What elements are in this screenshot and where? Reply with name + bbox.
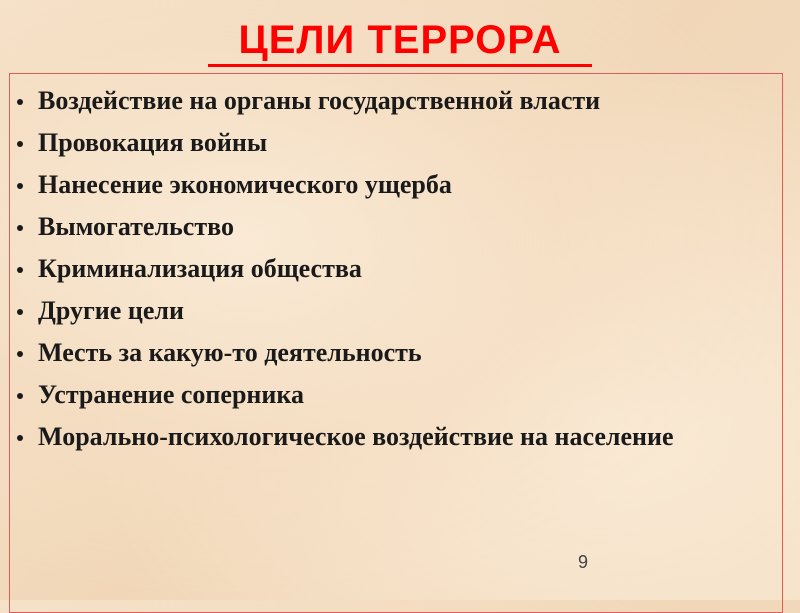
list-item [14,294,754,328]
bullet-icon [17,99,23,105]
bullet-icon [17,225,23,231]
bullet-icon [17,309,23,315]
list-item [14,84,754,118]
title-underline [208,64,592,67]
list-item [14,336,754,370]
page-number: 9 [578,552,589,572]
list-item [14,210,754,244]
list-item-text: Криминализация общества [38,254,362,283]
list-item [14,168,754,202]
bullet-icon [17,435,23,441]
list-item-text: Нанесение экономического ущерба [38,170,452,199]
list-item [14,126,754,160]
slide-title: ЦЕЛИ ТЕРРОРА [238,18,562,62]
list-item-text: Вымогательство [38,212,234,241]
list-item-text: Месть за какую-то деятельность [38,338,422,367]
bullet-icon [17,141,23,147]
list-item [14,252,754,286]
goals-list [14,84,754,462]
list-item-text: Воздействие на органы государственной власти [38,86,601,115]
list-item-text: Морально-психологическое воздействие на население [38,422,674,451]
list-item-text: Другие цели [38,296,184,325]
list-item-text: Провокация войны [38,128,268,157]
bullet-icon [17,351,23,357]
bullet-icon [17,183,23,189]
list-item [14,378,754,412]
bullet-icon [17,393,23,399]
list-item [14,420,754,454]
list-item-text: Устранение соперника [38,380,304,409]
bullet-icon [17,267,23,273]
